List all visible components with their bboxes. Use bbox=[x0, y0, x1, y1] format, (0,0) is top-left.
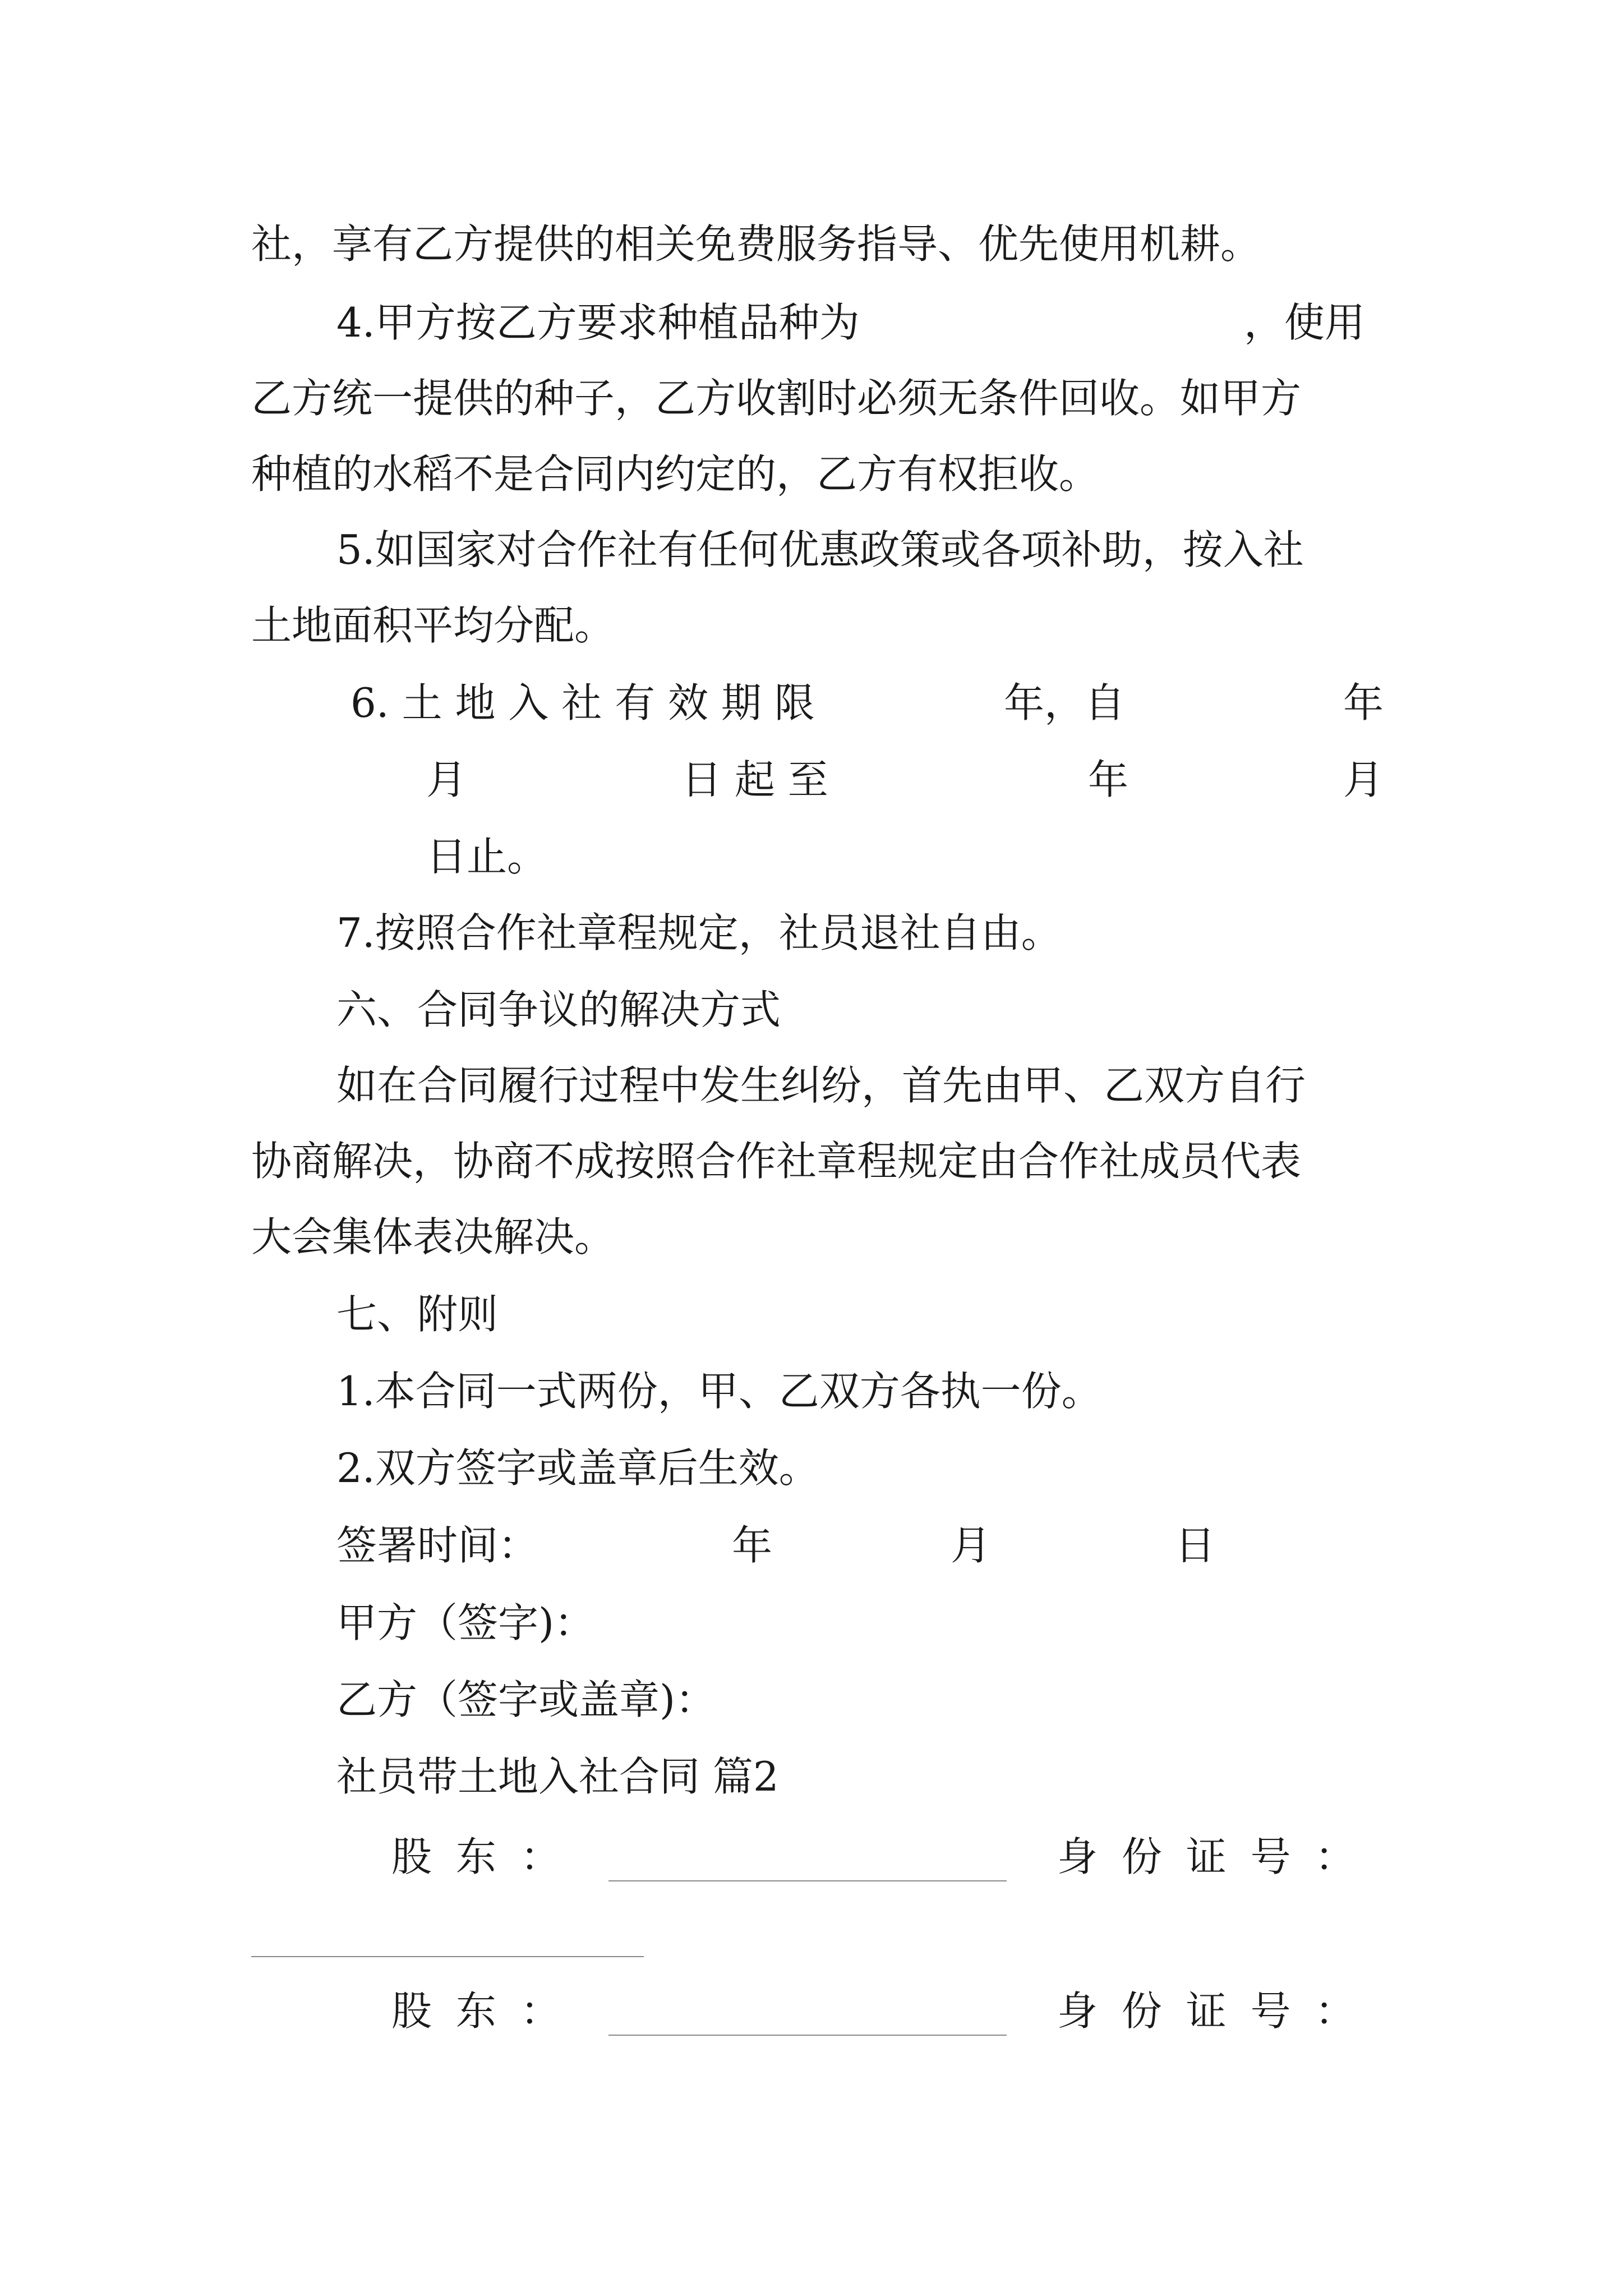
id-number-line bbox=[251, 1956, 644, 1957]
clause-6-day-until: 日 起 至 bbox=[681, 756, 828, 803]
shareholder-label: 股 东 ： bbox=[391, 1833, 566, 1880]
shareholder-name-line bbox=[608, 2035, 1007, 2036]
party-a-signature: 甲方（签字)： bbox=[336, 1599, 595, 1646]
signing-year: 年 bbox=[732, 1522, 773, 1569]
paragraph-line: 大会集体表决解决。 bbox=[251, 1213, 615, 1260]
paragraph-line: 乙方统一提供的种子，乙方收割时必须无条件回收。如甲方 bbox=[251, 375, 1302, 422]
paragraph-line: 协商解决，协商不成按照合作社章程规定由合作社成员代表 bbox=[251, 1138, 1302, 1185]
clause-7-line: 7.按照合作社章程规定，社员退社自由。 bbox=[336, 909, 1062, 956]
signing-month: 月 bbox=[951, 1522, 992, 1569]
signing-time-label: 签署时间： bbox=[336, 1522, 539, 1569]
section-7-heading: 七、附则 bbox=[336, 1291, 499, 1338]
appendix-2-line: 2.双方签字或盖章后生效。 bbox=[336, 1444, 819, 1492]
id-number-label: 身 份 证 号 ： bbox=[1057, 1987, 1361, 2035]
paragraph-line: 种植的水稻不是合同内约定的，乙方有权拒收。 bbox=[251, 450, 1100, 498]
id-number-label: 身 份 证 号 ： bbox=[1057, 1833, 1361, 1880]
clause-4-tail: ，使用 bbox=[1244, 299, 1366, 346]
clause-6-year-from: 年，自 bbox=[1004, 679, 1126, 726]
appendix-1-line: 1.本合同一式两份，甲、乙双方各执一份。 bbox=[336, 1368, 1102, 1415]
clause-5-line: 5.如国家对合作社有任何优惠政策或各项补助，按入社 bbox=[336, 526, 1304, 573]
shareholder-label: 股 东 ： bbox=[391, 1987, 566, 2035]
section-6-heading: 六、合同争议的解决方式 bbox=[336, 986, 781, 1033]
clause-6-label: 6. 土 地 入 社 有 效 期 限 bbox=[351, 679, 815, 726]
paragraph-line: 土地面积平均分配。 bbox=[251, 602, 615, 649]
clause-6-month-end: 月 bbox=[1343, 756, 1384, 803]
section-heading-part2: 社员带土地入社合同 篇2 bbox=[336, 1753, 779, 1800]
paragraph-line: 如在合同履行过程中发生纠纷，首先由甲、乙双方自行 bbox=[336, 1062, 1306, 1109]
clause-6-year: 年 bbox=[1343, 679, 1384, 726]
paragraph-line: 社，享有乙方提供的相关免费服务指导、优先使用机耕。 bbox=[251, 220, 1261, 268]
shareholder-name-line bbox=[608, 1880, 1007, 1881]
clause-6-end: 日止。 bbox=[426, 833, 548, 880]
clause-6-year-end: 年 bbox=[1088, 756, 1129, 803]
signing-day: 日 bbox=[1175, 1522, 1216, 1569]
party-b-signature: 乙方（签字或盖章)： bbox=[336, 1676, 716, 1723]
clause-4-line: 4.甲方按乙方要求种植品种为 bbox=[336, 299, 860, 346]
clause-6-month: 月 bbox=[426, 756, 467, 803]
